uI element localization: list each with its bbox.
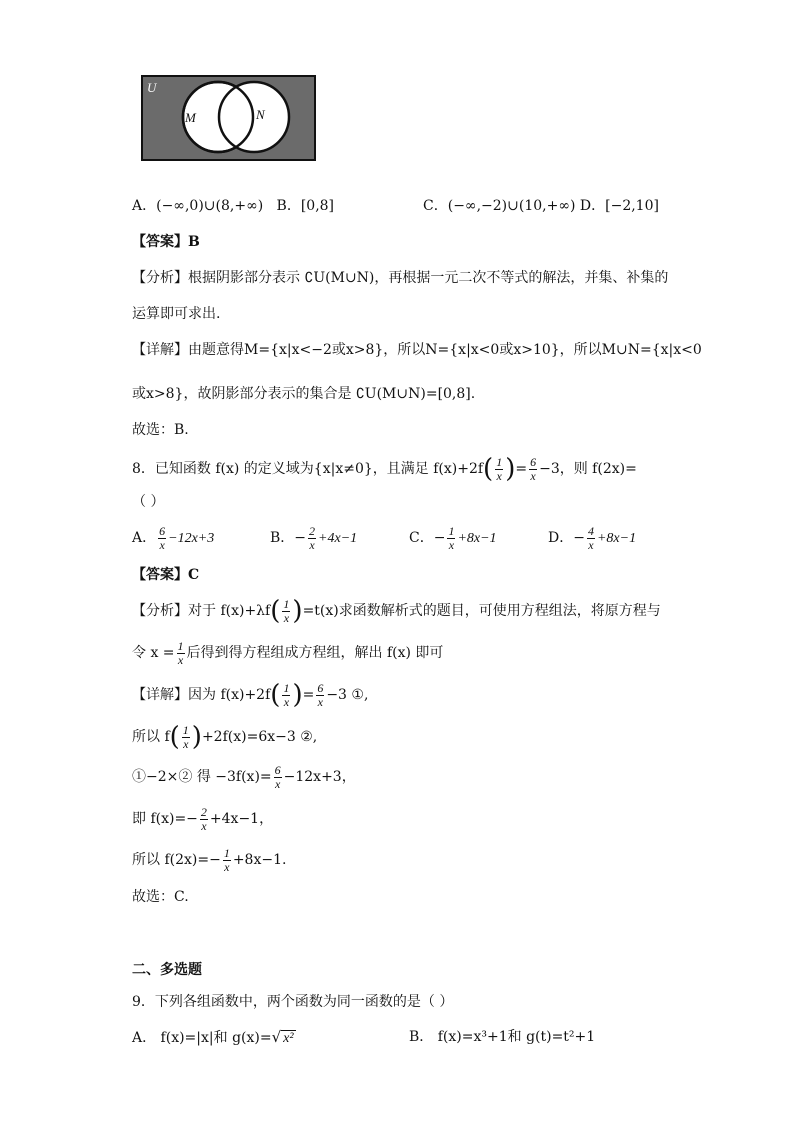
- q8-option-b: B．− $\frac{2}{x}$ +4x−1: [270, 523, 358, 552]
- q9-option-a: A． f(x)=|x|和 g(x)=√ x²: [132, 1028, 294, 1046]
- q8-option-a: A． $\frac{6}{x}$ −12x+3: [132, 523, 215, 552]
- q8-stem-rhs-frac: $\frac{6}{x}$: [530, 454, 537, 483]
- q9-option-b: B． f(x)=x³+1和 g(t)=t²+1: [409, 1029, 596, 1045]
- set-m-label: M: [185, 110, 196, 125]
- q8-stem: 8．已知函数 f(x) 的定义域为{x|x≠0}，且满足 f(x)+2f( $\frac{1}{x}$ )= $\frac{6}{x}$ −3，则 f(2x)=: [132, 454, 637, 484]
- q8-stem-frac: $\frac{1}{x}$: [496, 454, 503, 483]
- q8-detail-line4: 即 f(x)=− $\frac{2}{x}$ +4x−1，: [132, 804, 274, 833]
- q7-analysis-line2: 运算即可求出.: [132, 306, 221, 322]
- q8-analysis-line1: 【分析】对于 f(x)+λf( $\frac{1}{x}$ )=t(x)求函数解析式的题目，可使用方程组法，将原方程与: [132, 596, 661, 626]
- q8-detail-line3: ①−2×② 得 −3f(x)= $\frac{6}{x}$ −12x+3，: [132, 762, 356, 791]
- q7-options: A．(−∞,0)∪(8,+∞) B．[0,8] C．(−∞,−2)∪(10,+∞) D．[−2,10]: [132, 198, 659, 214]
- section-title: 二、多选题: [132, 962, 202, 978]
- set-n-label: N: [256, 107, 265, 122]
- q8-conclusion: 故选：C.: [132, 889, 189, 905]
- q7-analysis-line1: 【分析】根据阴影部分表示 ∁U(M∪N)，再根据一元二次不等式的解法，并集、补集的: [132, 270, 669, 286]
- q8-option-c: C．− $\frac{1}{x}$ +8x−1: [409, 523, 497, 552]
- venn-diagram: [141, 75, 317, 163]
- q8-paren: （ ）: [132, 494, 165, 510]
- q8-analysis-line2: 令 x = $\frac{1}{x}$ 后得到得方程组成方程组，解出 f(x) 即可: [132, 638, 444, 667]
- universe-label: U: [147, 80, 157, 95]
- q7-conclusion: 故选：B.: [132, 422, 189, 438]
- q8-detail-line1: 【详解】因为 f(x)+2f( $\frac{1}{x}$ )= $\frac{6}{x}$ −3 ①,: [132, 680, 369, 710]
- q9-stem: 9．下列各组函数中，两个函数为同一函数的是（ ）: [132, 994, 454, 1010]
- q8-detail-line2: 所以 f( $\frac{1}{x}$ )+2f(x)=6x−3 ②,: [132, 722, 318, 752]
- q7-detail-line1: 【详解】由题意得M={x|x<−2或x>8}，所以N={x|x<0或x>10}，所以M∪N={x|x<0: [132, 342, 702, 358]
- q7-detail-line2: 或x>8}，故阴影部分表示的集合是 ∁U(M∪N)=[0,8].: [132, 386, 476, 402]
- q8-detail-line5: 所以 f(2x)=− $\frac{1}{x}$ +8x−1.: [132, 845, 287, 874]
- q8-option-d: D．− $\frac{4}{x}$ +8x−1: [548, 523, 637, 552]
- q8-answer: 【答案】C: [132, 567, 200, 583]
- q7-answer: 【答案】B: [132, 234, 200, 250]
